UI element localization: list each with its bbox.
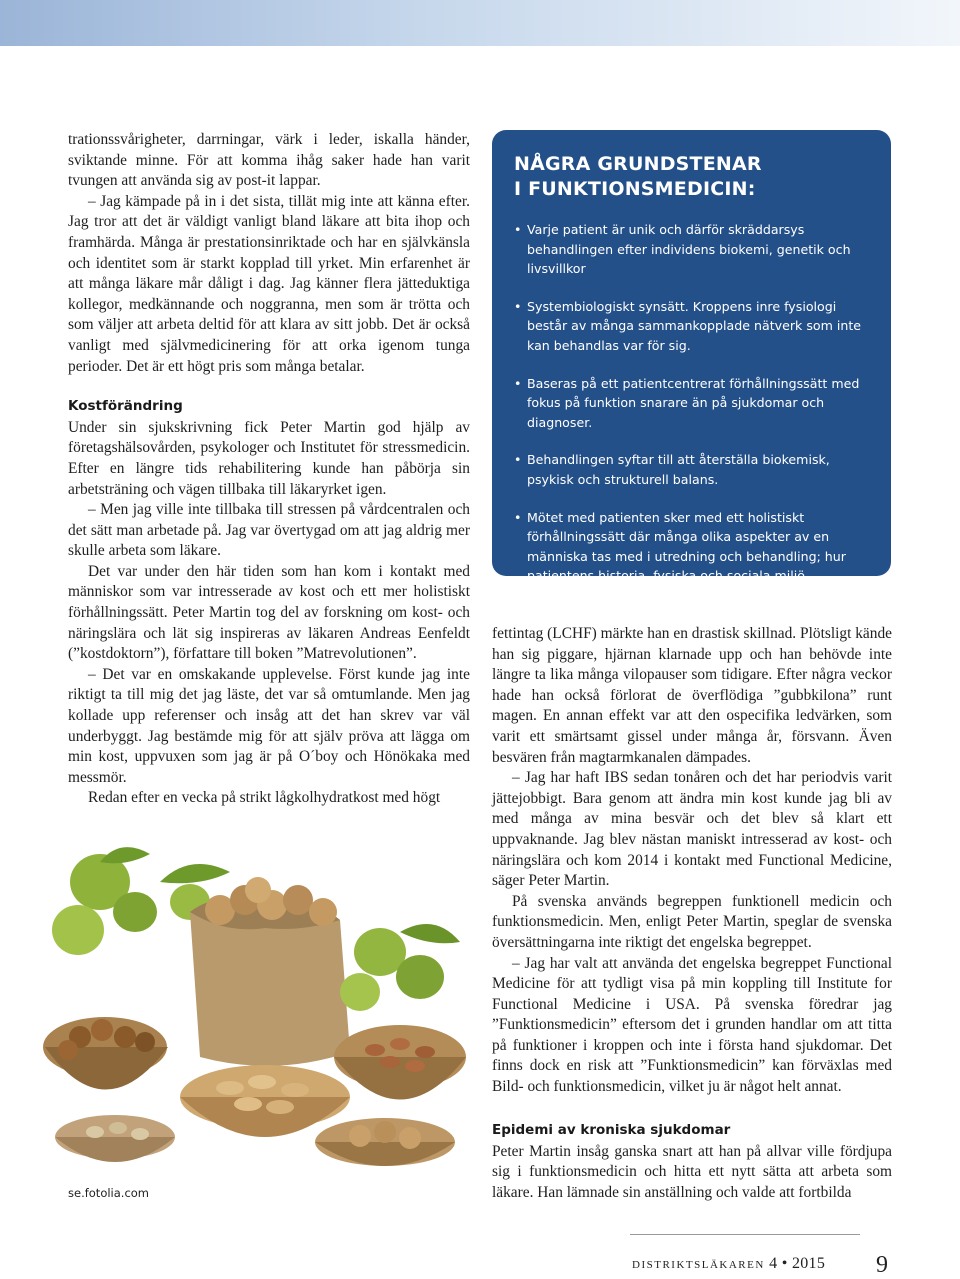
nuts-photo	[40, 842, 470, 1185]
fact-box-item	[514, 297, 869, 356]
fact-box-item-text: Systembiologiskt synsätt. Kroppens inre fysiologi består av många sammankopplade nätverk som inte kan behandlas var för sig.	[527, 298, 862, 353]
paragraph: fettintag (LCHF) märkte han en drastisk skillnad. Plötsligt kände han sig piggare, hjärnan klarnade upp och han behövde inte längre ta lika många vilopauser som tidigare. Efter några veckor hade han också förlorat de överflödiga ”gubbkilona” runt magen. En annan effekt var att den ospecifika ledvärken, som varit ett smärtsamt gissel under många år, försvann. Även besvären från magtarmkanalen dämpades.	[492, 625, 892, 766]
fact-box-title-line1: NÅGRA GRUNDSTENAR	[514, 153, 762, 175]
walnut-bowl	[315, 1118, 455, 1166]
magazine-name: distriktsläkaren	[632, 1256, 765, 1272]
fact-box-list	[514, 220, 869, 625]
bullet-icon: •	[514, 298, 522, 314]
photo-credit: se.fotolia.com	[68, 1186, 150, 1200]
header-gradient-bar	[0, 0, 960, 46]
right-article-column-lower	[492, 1120, 892, 1203]
bullet-icon: •	[514, 452, 522, 468]
fact-box-item-text: Varje patient är unik och därför skräddarsys behandlingen efter individens biokemi, genetik och livsvillkor	[527, 222, 851, 277]
paragraph: – Jag har valt att använda det engelska begreppet Functional Medicine för att tydligt visa på min koppling till Institute for Functional Medicine i USA. På svenska föredrar jag ”Funktionsmedicin” eftersom det i grunden handlar om att titta på funktioner i kroppen och inte i första hand sjukdomar. Det finns dock en risk att ”Funktionsmedicin” kan förväxlas med Bild- och funktionsmedicin, vilket ju är något helt annat.	[492, 954, 892, 1096]
fact-box-item	[514, 450, 869, 489]
fact-box-item	[514, 508, 869, 626]
subheading-kostforandring: Kostförändring	[68, 398, 183, 415]
paragraph: Peter Martin insåg ganska snart att han på allvar ville fördjupa sig i funktionsmedicin och hitta ett nytt sätta att arbeta som läkare. Han lämnade sin anställning och valde att fortbilda	[492, 1142, 892, 1201]
peanut-bowl	[180, 1065, 350, 1137]
left-article-column	[68, 130, 470, 809]
fact-box-title-line2: I FUNKTIONSMEDICIN:	[514, 178, 756, 200]
almond-basket	[334, 1025, 466, 1100]
footer-publication	[632, 1255, 825, 1273]
issue-number: 4	[769, 1255, 778, 1272]
hazelnut-basket	[43, 1017, 168, 1090]
paragraph: Redan efter en vecka på strikt lågkolhydratkost med högt	[88, 789, 441, 807]
fact-box-item-text: Behandlingen syftar till att återställa biokemisk, psykisk och strukturell balans.	[527, 452, 830, 487]
paragraph: Under sin sjukskrivning fick Peter Martin god hjälp av företagshälsovården, psykologer och Institutet för stressmedicin. Efter en längre tids rehabilitering kunde han påbörja sin arbetsträning och vägen tillbaka till läkaryrket igen.	[68, 418, 470, 498]
paragraph: På svenska används begreppen funktionell medicin och funktionsmedicin. Men, enligt Peter Martin, speglar de svenska översättningarna inte riktigt det engelska begreppet.	[492, 892, 892, 951]
burlap-sack	[190, 877, 350, 1066]
bullet-icon: •	[514, 222, 522, 237]
fact-box-item-text: Baseras på ett patientcentrerat förhållningssätt med fokus på funktion snarare än på sjukdomar och diagnoser.	[527, 375, 860, 430]
subheading-epidemi: Epidemi av kroniska sjukdomar	[492, 1122, 731, 1138]
fact-box-title	[514, 152, 869, 202]
footer-rule	[630, 1234, 860, 1235]
footer-separator: •	[781, 1255, 788, 1272]
pistachio-bowl	[55, 1115, 175, 1162]
fact-box-item	[514, 374, 869, 433]
paragraph: Det var under den här tiden som han kom i kontakt med människor som var intresserade av kost och ett mer holistiskt förhållningssätt. Peter Martin tog del av forskning om kost- och näringslära och lät sig inspireras av läkaren Andreas Eenfeldt (”kostdoktorn”), författare till boken ”Matrevolutionen”.	[68, 562, 470, 663]
paragraph: – Men jag ville inte tillbaka till stressen på vårdcentralen och det sätt man arbetade på. Jag var övertygad om att jag aldrig mer skulle arbeta som läkare.	[68, 501, 470, 560]
fact-box-item-text: Mötet med patienten sker med ett holistiskt förhållningssätt där många olika aspekter av en människa tas med i utredning och behandling; hur patientens historia, fysiska och sociala miljö samspelar med genetik, mental- och känslomässig hälsa, näringsstatus, kosthållning och livsstil.	[527, 509, 848, 623]
green-nuts-right	[340, 924, 460, 1011]
fact-box-sidebar	[492, 130, 891, 623]
right-article-column	[492, 624, 892, 1098]
paragraph: – Jag har haft IBS sedan tonåren och det har periodvis varit jättejobbigt. Bara genom att ändra min kost kunde jag bli av med många av mina besvär och det blev så klart ett uppvaknande. Jag blev nästan maniskt intresserad av kost- och näringslära och kom 2014 i kontakt med Functional Medicine, säger Peter Martin.	[492, 769, 892, 890]
issue-year: 2015	[791, 1255, 826, 1272]
paragraph: – Det var en omskakande upplevelse. Först kunde jag inte riktigt ta till mig det jag läste, det var så omtumlande. Men jag kollade upp referenser och insåg att det han skrev var väl underbyggt. Jag bestämde mig för att själv pröva att lägga om min kost, uppvuxen som jag är på O´boy och Hönökaka med messmör.	[68, 665, 470, 786]
paragraph: trationssvårigheter, darrningar, värk i leder, iskalla händer, sviktande minne. För att komma ihåg saker hade han varit tvungen att använda sig av post-it lappar.	[68, 131, 470, 190]
paragraph: – Jag kämpade på in i det sista, tillät mig inte att känna efter. Jag tror att det är väldigt vanligt bland läkare att bita ihop och framhärda. Många är prestationsinriktade och har en självkänsla och identitet som är starkt kopplad till yrket. Min erfarenhet är att många läkare mår dåligt i dag. Jag känner flera jätteduktiga kollegor, medkännande och noggranna, men som är trötta och som väljer att arbeta deltid för att klara av sitt jobb. Det är också vanligt med självmedicinering för att orka igenom tunga perioder. Det är ett högt pris som många betalar.	[68, 192, 470, 375]
bullet-icon: •	[514, 375, 522, 391]
page-number: 9	[876, 1252, 888, 1278]
fact-box-item	[514, 220, 869, 279]
bullet-icon: •	[514, 509, 522, 525]
